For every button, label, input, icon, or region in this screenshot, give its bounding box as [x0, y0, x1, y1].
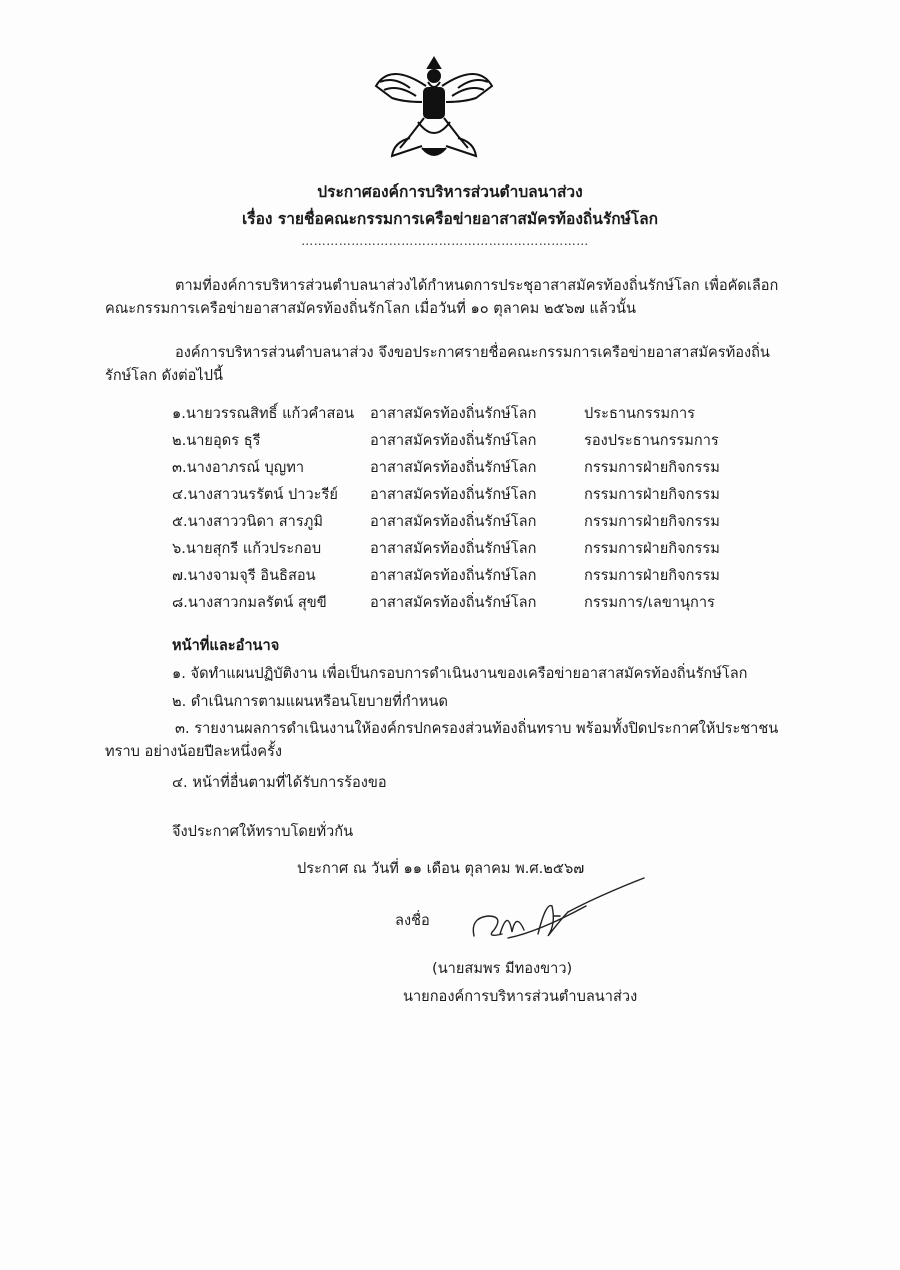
member-role: อาสาสมัครท้องถิ่นรักษ์โลก: [370, 459, 537, 476]
signature-label: ลงชื่อ: [395, 912, 430, 929]
member-name: ๖.นายสุกรี แก้วประกอบ: [172, 540, 322, 557]
member-role: อาสาสมัครท้องถิ่นรักษ์โลก: [370, 594, 537, 611]
member-role: อาสาสมัครท้องถิ่นรักษ์โลก: [370, 405, 537, 422]
member-name: ๘.นางสาวกมลรัตน์ สุขขี: [172, 594, 327, 611]
member-row: [172, 591, 772, 618]
member-position: กรรมการฝ่ายกิจกรรม: [584, 567, 720, 584]
closing-statement: จึงประกาศให้ทราบโดยทั่วกัน: [172, 823, 354, 840]
member-name: ๒.นายอุดร ธุรี: [172, 432, 261, 449]
title-divider: ……………………………………………………………: [301, 234, 589, 248]
member-name: ๗.นางจามจุรี อินธิสอน: [172, 567, 316, 584]
signer-name: (นายสมพร มีทองขาว): [432, 960, 573, 977]
member-name: ๕.นางสาววนิดา สารภูมิ: [172, 513, 323, 530]
duties-heading: หน้าที่และอำนาจ: [172, 637, 280, 654]
member-position: กรรมการฝ่ายกิจกรรม: [584, 540, 720, 557]
member-role: อาสาสมัครท้องถิ่นรักษ์โลก: [370, 567, 537, 584]
signer-title: นายกองค์การบริหารส่วนตำบลนาส่วง: [403, 988, 638, 1005]
duty-item: ๔. หน้าที่อื่นตามที่ได้รับการร้องขอ: [172, 774, 387, 791]
handwritten-signature: [468, 872, 648, 952]
member-row: [172, 483, 772, 510]
member-position: กรรมการฝ่ายกิจกรรม: [584, 459, 720, 476]
member-position: กรรมการฝ่ายกิจกรรม: [584, 513, 720, 530]
duty-item: ๓. รายงานผลการดำเนินงานให้องค์กรปกครองส่วนท้องถิ่นทราบ พร้อมทั้งปิดประกาศให้ประชาชนทราบ อย่างน้อยปีละหนึ่งครั้ง: [105, 720, 779, 760]
announcement-paragraph: องค์การบริหารส่วนตำบลนาส่วง จึงขอประกาศรายชื่อคณะกรรมการเครือข่ายอาสาสมัครท้องถิ่น รักษ์โลก ดังต่อไปนี้: [105, 344, 770, 384]
member-role: อาสาสมัครท้องถิ่นรักษ์โลก: [370, 540, 537, 557]
member-row: [172, 456, 772, 483]
member-name: ๑.นายวรรณสิทธิ์ แก้วคำสอน: [172, 405, 355, 422]
member-position: กรรมการ/เลขานุการ: [584, 594, 715, 611]
member-list: [172, 402, 772, 618]
member-row: [172, 564, 772, 591]
member-name: ๓.นางอาภรณ์ บุญทา: [172, 459, 305, 476]
member-role: อาสาสมัครท้องถิ่นรักษ์โลก: [370, 432, 537, 449]
member-row: [172, 537, 772, 564]
member-row: [172, 429, 772, 456]
garuda-emblem-icon: [370, 52, 498, 164]
member-role: อาสาสมัครท้องถิ่นรักษ์โลก: [370, 486, 537, 503]
member-name: ๔.นางสาวนรรัตน์ ปาวะรีย์: [172, 486, 338, 503]
announcement-date: ประกาศ ณ วันที่ ๑๑ เดือน ตุลาคม พ.ศ.๒๕๖๗: [297, 860, 585, 877]
intro-paragraph: ตามที่องค์การบริหารส่วนตำบลนาส่วงได้กำหนดการประชุอาสาสมัครท้องถิ่นรักษ์โลก เพื่อคัดเลือกคณะกรรมการเครือข่ายอาสาสมัครท้องถิ่นรักโลก เมื่อวันที่ ๑๐ ตุลาคม ๒๕๖๗ แล้วนั้น: [105, 277, 779, 317]
duty-item: ๑. จัดทำแผนปฏิบัติงาน เพื่อเป็นกรอบการดำเนินงานของเครือข่ายอาสาสมัครท้องถิ่นรักษ์โลก: [172, 665, 748, 682]
announcement-title: ประกาศองค์การบริหารส่วนตำบลนาส่วง: [317, 183, 583, 201]
duty-item: ๒. ดำเนินการตามแผนหรือนโยบายที่กำหนด: [172, 693, 448, 710]
member-position: รองประธานกรรมการ: [584, 432, 719, 449]
member-row: [172, 510, 772, 537]
member-position: ประธานกรรมการ: [584, 405, 696, 422]
announcement-subject: เรื่อง รายชื่อคณะกรรมการเครือข่ายอาสาสมัครท้องถิ่นรักษ์โลก: [241, 210, 659, 228]
member-position: กรรมการฝ่ายกิจกรรม: [584, 486, 720, 503]
member-role: อาสาสมัครท้องถิ่นรักษ์โลก: [370, 513, 537, 530]
member-row: [172, 402, 772, 429]
